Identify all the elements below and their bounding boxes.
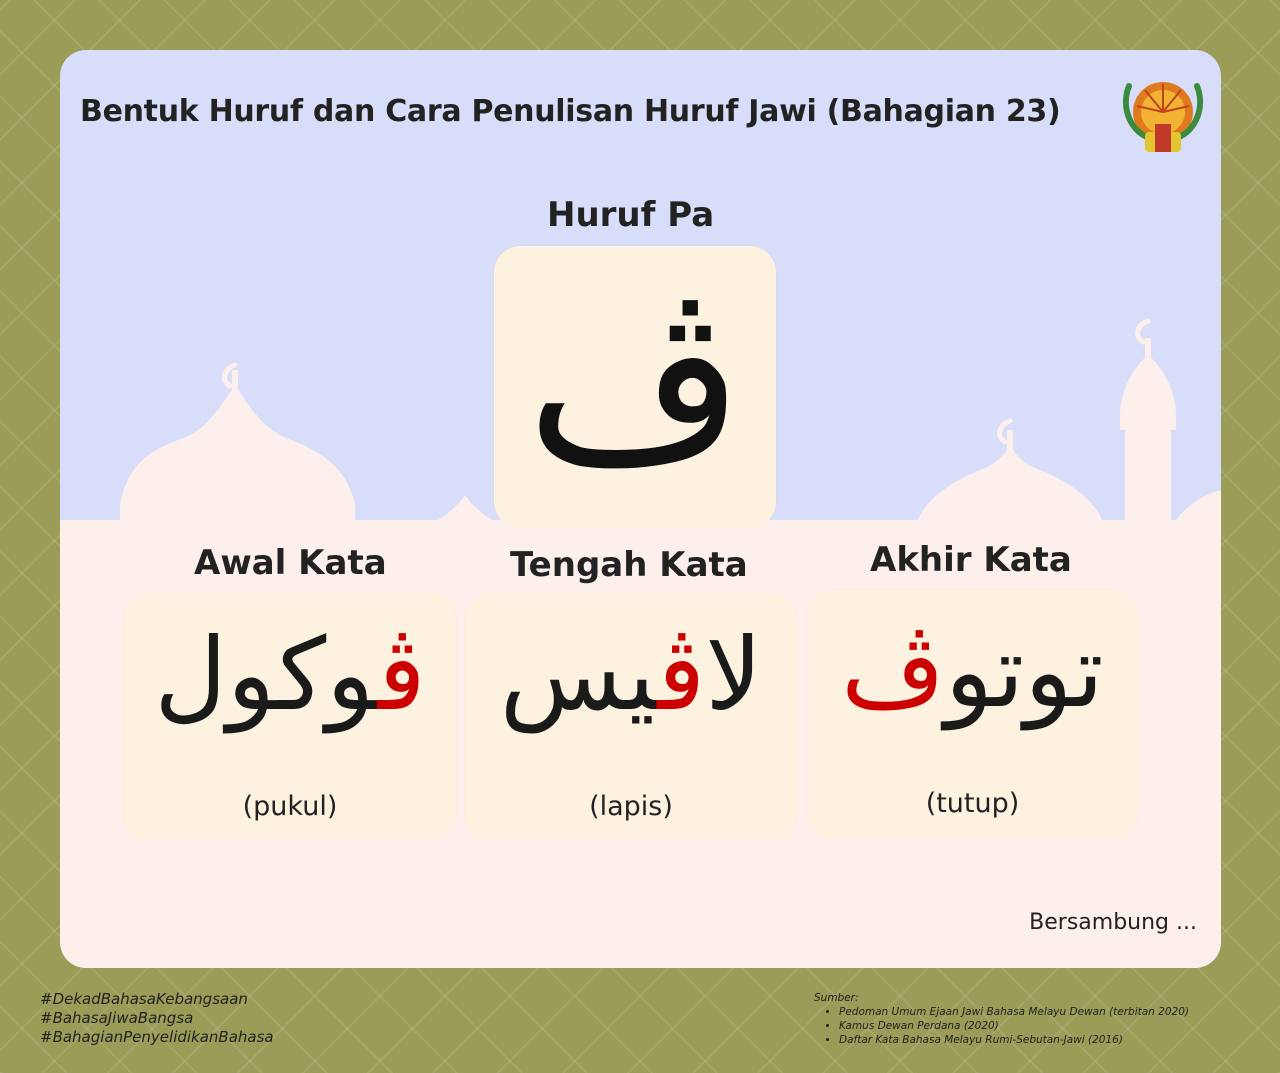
source-item: • Pedoman Umum Ejaan Jawi Bahasa Melayu Dewan (terbitan 2020): [839, 1005, 1189, 1019]
word-highlight: ڤ: [377, 616, 426, 733]
source-item: • Kamus Dewan Perdana (2020): [839, 1019, 1189, 1033]
sources-list: [814, 1005, 1189, 1047]
content-card: [60, 50, 1221, 968]
dbp-emblem-icon: [1115, 66, 1211, 162]
hashtag: #DekadBahasaKebangsaan: [40, 990, 248, 1008]
awal-kata-heading: Awal Kata: [194, 543, 387, 583]
word-prefix: لا: [705, 616, 763, 733]
hashtag: #BahasaJiwaBangsa: [40, 1009, 194, 1027]
word-suffix: يس: [499, 616, 658, 733]
word-highlight: ڤ: [841, 613, 945, 730]
awal-kata-meaning: (pukul): [242, 791, 338, 822]
word-suffix: وكول: [154, 616, 378, 733]
tengah-kata-word: [465, 615, 797, 735]
awal-kata-word: [124, 615, 456, 735]
word-prefix: توتو: [944, 613, 1104, 730]
tengah-kata-meaning: (lapis): [589, 791, 673, 822]
page-title: Bentuk Huruf dan Cara Penulisan Huruf Jawi (Bahagian 23): [80, 94, 1061, 129]
tengah-kata-box: [465, 593, 797, 841]
akhir-kata-word: [807, 612, 1138, 732]
continued-note: Bersambung ...: [1029, 910, 1197, 935]
main-letter-box: [494, 246, 776, 528]
word-highlight: ڤ: [657, 616, 706, 733]
akhir-kata-box: [807, 590, 1138, 838]
sources-label: Sumber:: [814, 992, 859, 1004]
akhir-kata-meaning: (tutup): [925, 788, 1020, 819]
akhir-kata-heading: Akhir Kata: [870, 540, 1072, 580]
hashtag-list: [40, 990, 274, 1047]
awal-kata-box: [124, 593, 456, 841]
hashtag: #BahagianPenyelidikanBahasa: [40, 1028, 274, 1046]
source-item: • Daftar Kata Bahasa Melayu Rumi-Sebutan-Jawi (2016): [839, 1033, 1189, 1047]
sources-block: [814, 991, 1189, 1047]
main-letter-glyph: ڤ: [526, 264, 744, 509]
main-letter-heading: Huruf Pa: [547, 195, 715, 235]
tengah-kata-heading: Tengah Kata: [510, 545, 748, 585]
